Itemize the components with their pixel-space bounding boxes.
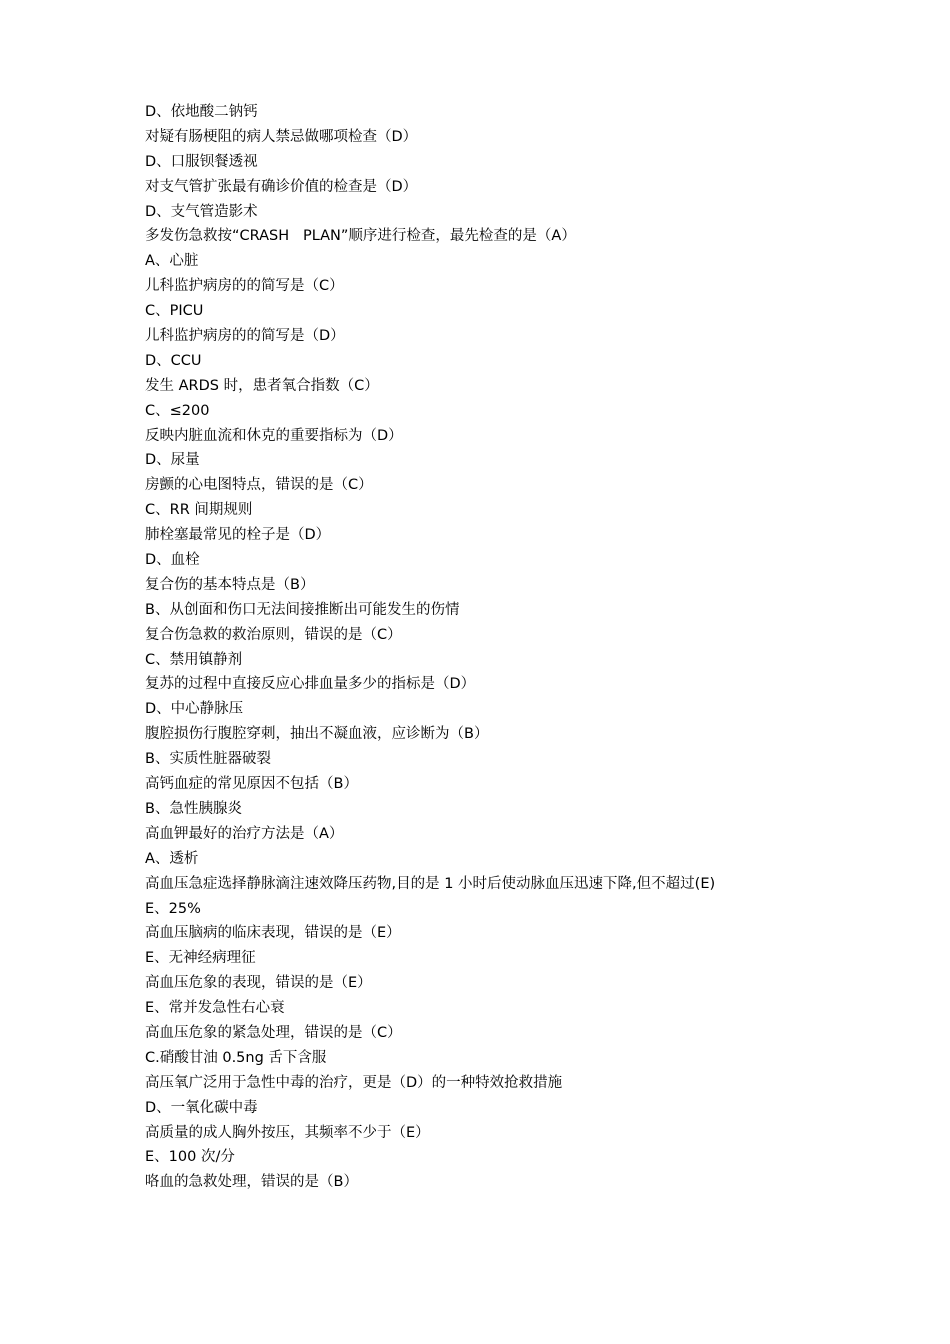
question-line: 房颤的心电图特点，错误的是（C） (145, 477, 373, 494)
answer-line: E、25% (145, 900, 201, 917)
question-line: 儿科监护病房的的简写是（D） (145, 328, 345, 345)
question-line: 腹腔损伤行腹腔穿刺，抽出不凝血液，应诊断为（B） (145, 726, 489, 743)
answer-line: B、实质性脏器破裂 (145, 751, 271, 768)
question-line: 反映内脏血流和休克的重要指标为（D） (145, 427, 403, 444)
answer-line: D、尿量 (145, 452, 200, 469)
answer-line: D、一氧化碳中毒 (145, 1099, 258, 1116)
answer-line: C、≤200 (145, 402, 210, 419)
answer-line: A、透析 (145, 850, 199, 867)
question-line: 高钙血症的常见原因不包括（B） (145, 776, 358, 793)
answer-line: B、从创面和伤口无法间接推断出可能发生的伤情 (145, 601, 460, 618)
answer-line: C、禁用镇静剂 (145, 651, 243, 668)
answer-line: D、中心静脉压 (145, 701, 244, 718)
question-line: 复苏的过程中直接反应心排血量多少的指标是（D） (145, 676, 476, 693)
question-line: 高压氧广泛用于急性中毒的治疗，更是（D）的一种特效抢救措施 (145, 1074, 563, 1091)
question-line: 对疑有肠梗阻的病人禁忌做哪项检查（D） (145, 128, 418, 145)
answer-line: D、口服钡餐透视 (145, 153, 258, 170)
question-line: 高血压脑病的临床表现，错误的是（E） (145, 925, 401, 942)
answer-line: B、急性胰腺炎 (145, 800, 242, 817)
question-line: 高血钾最好的治疗方法是（A） (145, 825, 344, 842)
answer-line: E、常并发急性右心衰 (145, 1000, 285, 1017)
question-line: 儿科监护病房的的简写是（C） (145, 278, 344, 295)
question-line: 高质量的成人胸外按压，其频率不少于（E） (145, 1124, 430, 1141)
answer-line: E、无神经病理征 (145, 950, 256, 967)
answer-line: C、RR 间期规则 (145, 502, 253, 519)
question-line: 高血压危象的紧急处理，错误的是（C） (145, 1024, 402, 1041)
question-line: 复合伤急救的救治原则，错误的是（C） (145, 626, 402, 643)
answer-line: D、CCU (145, 352, 202, 369)
question-line: 多发伤急救按“CRASH PLAN”顺序进行检查，最先检查的是（A） (145, 228, 576, 245)
question-line: 发生 ARDS 时，患者氧合指数（C） (145, 377, 379, 394)
question-line: 复合伤的基本特点是（B） (145, 576, 315, 593)
question-line: 高血压危象的表现，错误的是（E） (145, 975, 372, 992)
answer-line: A、心脏 (145, 253, 199, 270)
answer-line: E、100 次/分 (145, 1149, 235, 1166)
answer-line: D、依地酸二钠钙 (145, 104, 258, 120)
answer-line: D、血栓 (145, 552, 200, 569)
answer-line: C.硝酸甘油 0.5ng 舌下含服 (145, 1049, 327, 1066)
document-body (145, 100, 825, 1195)
question-line: 高血压急症选择静脉滴注速效降压药物,目的是 1 小时后使动脉血压迅速下降,但不超过(E) (145, 875, 716, 892)
answer-line: D、支气管造影术 (145, 203, 258, 220)
question-line: 咯血的急救处理，错误的是（B） (145, 1174, 358, 1191)
question-line: 对支气管扩张最有确诊价值的检查是（D） (145, 178, 418, 195)
answer-line: C、PICU (145, 303, 204, 320)
question-line: 肺栓塞最常见的栓子是（D） (145, 527, 331, 544)
